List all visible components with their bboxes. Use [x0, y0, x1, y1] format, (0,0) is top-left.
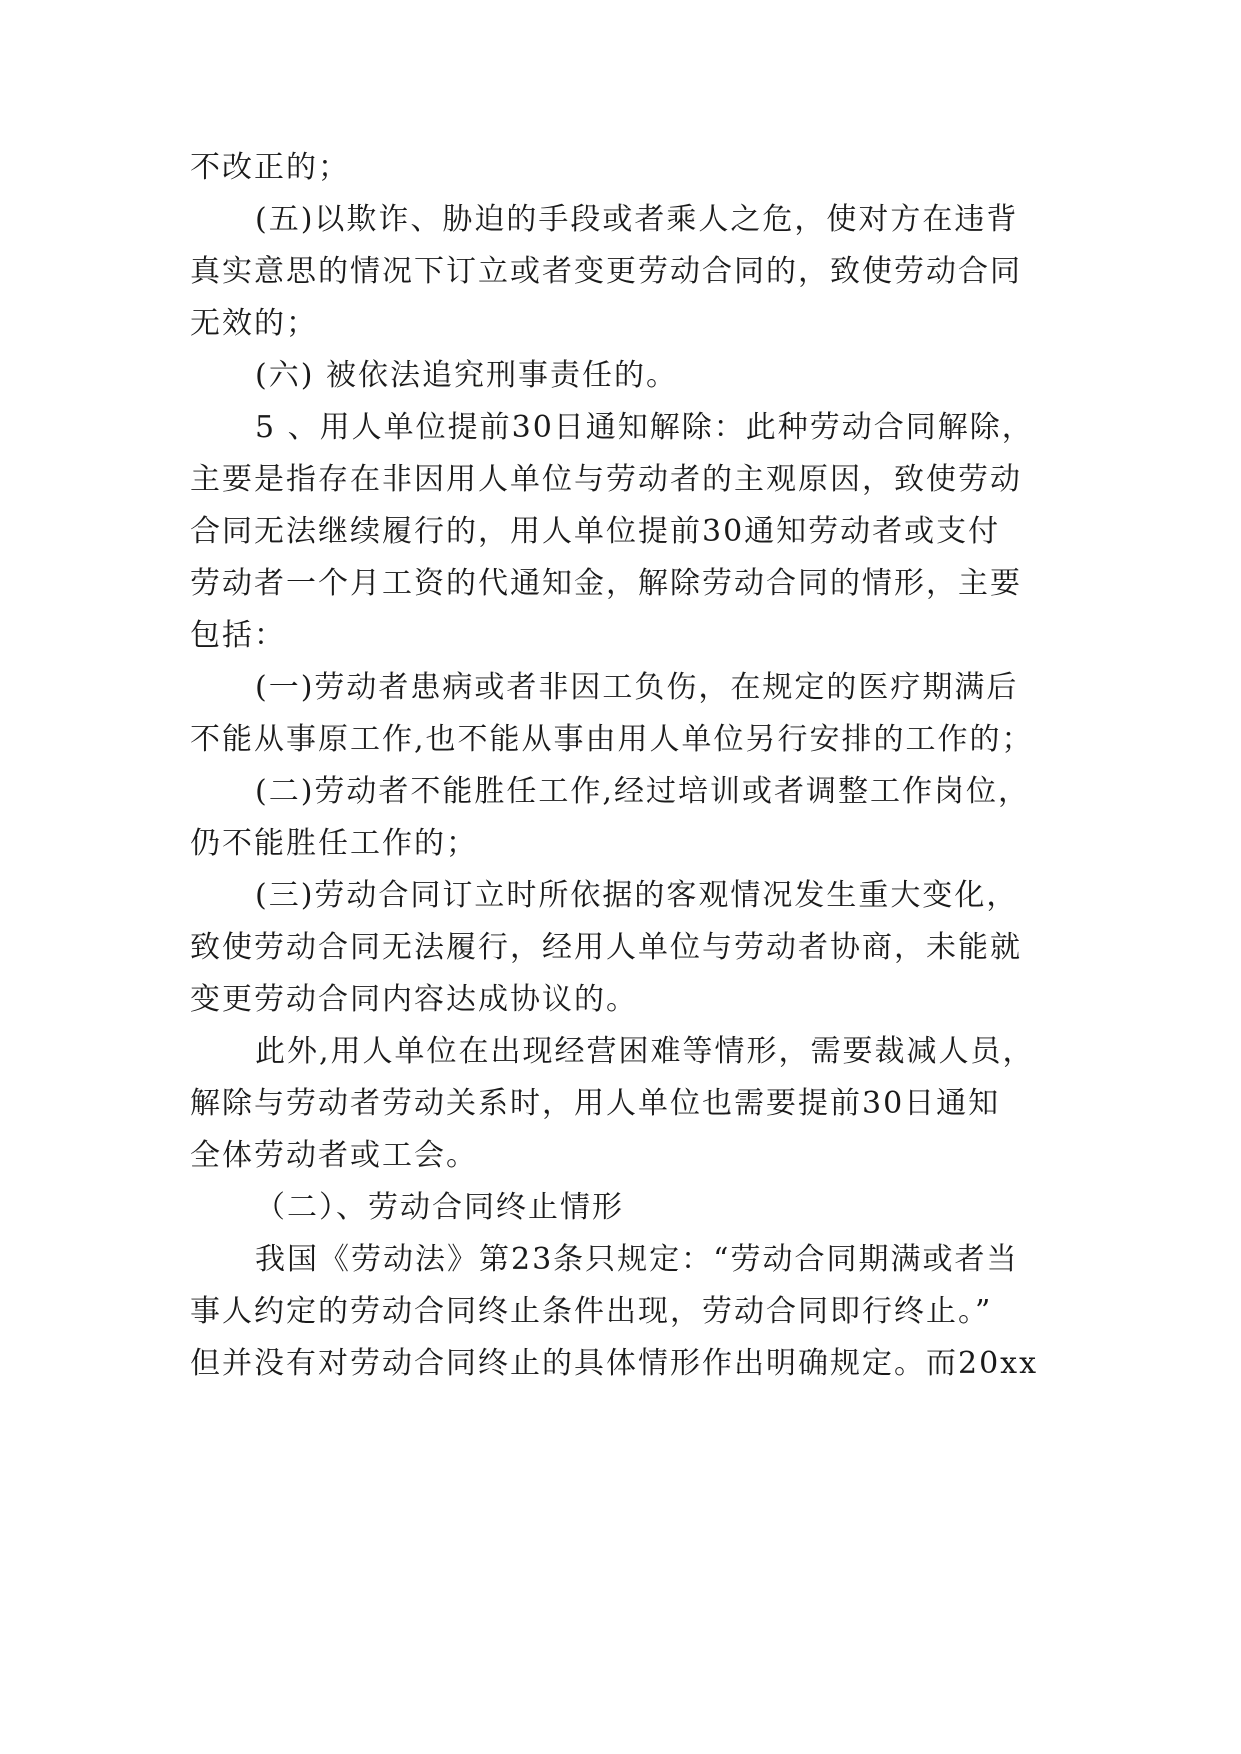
- text-line: 不改正的；: [190, 150, 350, 185]
- text-line: 全体劳动者或工会。: [190, 1138, 478, 1173]
- text-line: 5 、用人单位提前30日通知解除：此种劳动合同解除，: [255, 410, 1034, 445]
- text-line: (三)劳动合同订立时所依据的客观情况发生重大变化，: [255, 878, 1019, 913]
- text-line: 变更劳动合同内容达成协议的。: [190, 982, 638, 1017]
- text-line: 此外,用人单位在出现经营困难等情形，需要裁减人员，: [255, 1034, 1035, 1069]
- text-line: 主要是指存在非因用人单位与劳动者的主观原因，致使劳动: [190, 462, 1022, 497]
- text-line: (一)劳动者患病或者非因工负伤，在规定的医疗期满后: [255, 670, 1019, 705]
- text-line: (六) 被依法追究刑事责任的。: [255, 358, 678, 393]
- text-line: 解除与劳动者劳动关系时，用人单位也需要提前30日通知: [190, 1086, 1001, 1121]
- text-line: 但并没有对劳动合同终止的具体情形作出明确规定。而20xx: [190, 1346, 1039, 1381]
- text-line: 事人约定的劳动合同终止条件出现，劳动合同即行终止。”: [190, 1294, 993, 1329]
- text-line: 不能从事原工作,也不能从事由用人单位另行安排的工作的；: [190, 722, 1034, 757]
- text-line: (五)以欺诈、胁迫的手段或者乘人之危，使对方在违背: [255, 202, 1019, 237]
- text-line: 包括：: [190, 618, 286, 653]
- text-line: 无效的；: [190, 306, 318, 341]
- text-line: (二)劳动者不能胜任工作,经过培训或者调整工作岗位，: [255, 774, 1030, 809]
- section-heading: （二）、劳动合同终止情形: [255, 1190, 624, 1225]
- text-line: 劳动者一个月工资的代通知金，解除劳动合同的情形，主要: [190, 566, 1022, 601]
- text-line: 仍不能胜任工作的；: [190, 826, 478, 861]
- text-line: 真实意思的情况下订立或者变更劳动合同的，致使劳动合同: [190, 254, 1022, 289]
- text-line: 合同无法继续履行的，用人单位提前30通知劳动者或支付: [190, 514, 1001, 549]
- text-line: 我国《劳动法》第23条只规定：“劳动合同期满或者当: [255, 1242, 1019, 1277]
- text-line: 致使劳动合同无法履行，经用人单位与劳动者协商，未能就: [190, 930, 1022, 965]
